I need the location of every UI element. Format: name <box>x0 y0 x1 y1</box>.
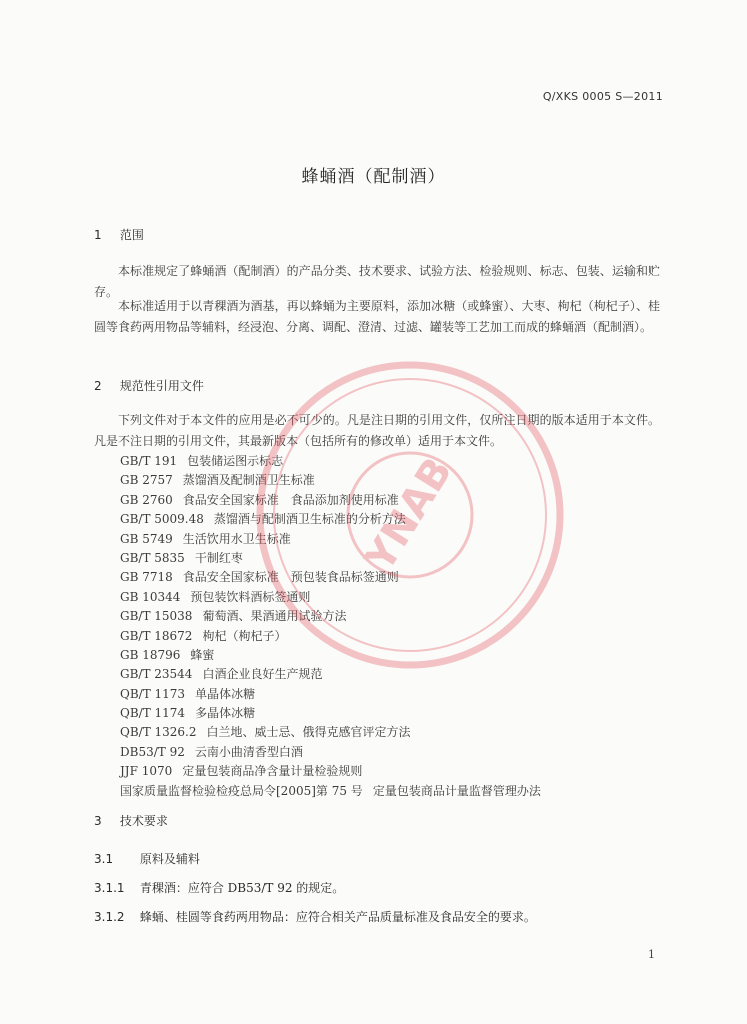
reference-name: 定量包装商品计量监督管理办法 <box>372 783 541 798</box>
section-3-number: 3 <box>94 814 102 828</box>
clause-3-1-1-text: 青稞酒：应符合 DB53/T 92 的规定。 <box>139 881 345 895</box>
reference-code: GB/T 191 <box>120 454 178 468</box>
document-code: Q/XKS 0005 S—2011 <box>542 90 663 103</box>
reference-name: 葡萄酒、果酒通用试验方法 <box>202 609 347 624</box>
reference-name: 定量包装商品净含量计量检验规则 <box>182 764 363 779</box>
reference-item <box>120 665 541 684</box>
reference-item <box>120 549 541 568</box>
section-1-paragraph-1: 本标准规定了蜂蛹酒（配制酒）的产品分类、技术要求、试验方法、检验规则、标志、包装、运输和贮存。 <box>94 264 660 299</box>
reference-name: 蜂蜜 <box>190 647 215 662</box>
normative-references-list <box>120 449 541 801</box>
reference-item <box>120 607 541 626</box>
reference-item <box>120 646 541 665</box>
reference-name: 白兰地、威士忌、俄得克感官评定方法 <box>206 725 411 740</box>
section-3-title: 技术要求 <box>119 814 168 828</box>
reference-item <box>120 491 541 510</box>
clause-3-1-2-number: 3.1.2 <box>94 910 125 924</box>
reference-name: 生活饮用水卫生标准 <box>182 531 291 546</box>
reference-item <box>120 588 541 607</box>
reference-name: 单晶体冰糖 <box>195 686 256 701</box>
document-title: 蜂蛹酒（配制酒） <box>301 167 446 187</box>
reference-name: 食品安全国家标准 食品添加剂使用标准 <box>182 492 399 507</box>
reference-name: 包装储运图示标志 <box>187 454 284 468</box>
clause-3-1-2 <box>94 908 536 925</box>
reference-code: GB/T 15038 <box>120 609 193 624</box>
section-2-heading <box>94 377 204 394</box>
reference-item <box>120 530 541 549</box>
reference-code: GB 2760 <box>120 492 173 507</box>
reference-name: 蒸馏酒与配制酒卫生标准的分析方法 <box>213 512 406 527</box>
reference-code: QB/T 1326.2 <box>120 725 197 740</box>
reference-item <box>120 685 541 704</box>
reference-name: 云南小曲清香型白酒 <box>194 744 303 759</box>
reference-item <box>120 627 541 646</box>
seal-center-text: YNAB <box>356 449 462 580</box>
section-1-paragraph-2: 本标准适用于以青稞酒为酒基，再以蜂蛹为主要原料，添加冰糖（或蜂蜜）、大枣、枸杞（枸杞子）、桂圆等食药两用物品等辅料，经浸泡、分离、调配、澄清、过滤、罐装等工艺加工而成的蜂蛹酒（配制酒）。 <box>94 299 660 334</box>
reference-item <box>120 723 541 742</box>
reference-item <box>120 704 541 723</box>
reference-code: GB/T 5009.48 <box>120 512 204 527</box>
reference-item <box>120 782 541 801</box>
clause-3-1-2-text: 蜂蛹、桂圆等食药两用物品：应符合相关产品质量标准及食品安全的要求。 <box>139 910 536 924</box>
reference-name: 干制红枣 <box>194 550 243 565</box>
reference-item <box>120 762 541 781</box>
page-number: 1 <box>648 948 655 961</box>
section-2-title: 规范性引用文件 <box>119 379 204 393</box>
reference-code: GB 10344 <box>120 589 181 604</box>
reference-name: 枸杞（枸杞子） <box>202 628 287 643</box>
reference-code: 国家质量监督检验检疫总局令[2005]第 75 号 <box>120 783 363 798</box>
reference-item <box>120 743 541 762</box>
section-2-intro: 下列文件对于本文件的应用是必不可少的。凡是注日期的引用文件，仅所注日期的版本适用于本文件。凡是不注日期的引用文件，其最新版本（包括所有的修改单）适用于本文件。 <box>94 413 660 448</box>
reference-code: QB/T 1174 <box>120 706 186 721</box>
reference-name: 蒸馏酒及配制酒卫生标准 <box>182 473 315 488</box>
section-1-number: 1 <box>94 228 102 242</box>
reference-name: 食品安全国家标准 预包装食品标签通则 <box>182 570 399 585</box>
section-1-title: 范围 <box>119 228 144 242</box>
clause-3-1-1-number: 3.1.1 <box>94 881 125 895</box>
reference-code: GB 2757 <box>120 473 173 488</box>
reference-code: DB53/T 92 <box>120 744 185 759</box>
reference-item <box>120 510 541 529</box>
reference-item <box>120 471 541 490</box>
reference-code: GB/T 5835 <box>120 550 185 565</box>
reference-code: GB 5749 <box>120 531 173 546</box>
reference-code: GB 18796 <box>120 647 181 662</box>
clause-3-1 <box>94 850 200 867</box>
reference-name: 多晶体冰糖 <box>195 706 256 721</box>
reference-code: GB/T 18672 <box>120 628 193 643</box>
reference-code: QB/T 1173 <box>120 686 186 701</box>
reference-code: GB/T 23544 <box>120 667 193 682</box>
reference-name: 预包装饮料酒标签通则 <box>190 589 311 604</box>
clause-3-1-1 <box>94 879 344 896</box>
reference-code: GB 7718 <box>120 570 173 585</box>
section-2-number: 2 <box>94 379 102 393</box>
reference-item <box>120 568 541 587</box>
section-1-heading <box>94 226 144 243</box>
reference-item <box>120 452 541 471</box>
section-3-heading <box>94 812 168 829</box>
reference-code: JJF 1070 <box>120 764 173 779</box>
clause-3-1-number: 3.1 <box>94 852 114 866</box>
clause-3-1-text: 原料及辅料 <box>139 852 200 866</box>
reference-name: 白酒企业良好生产规范 <box>202 667 323 682</box>
